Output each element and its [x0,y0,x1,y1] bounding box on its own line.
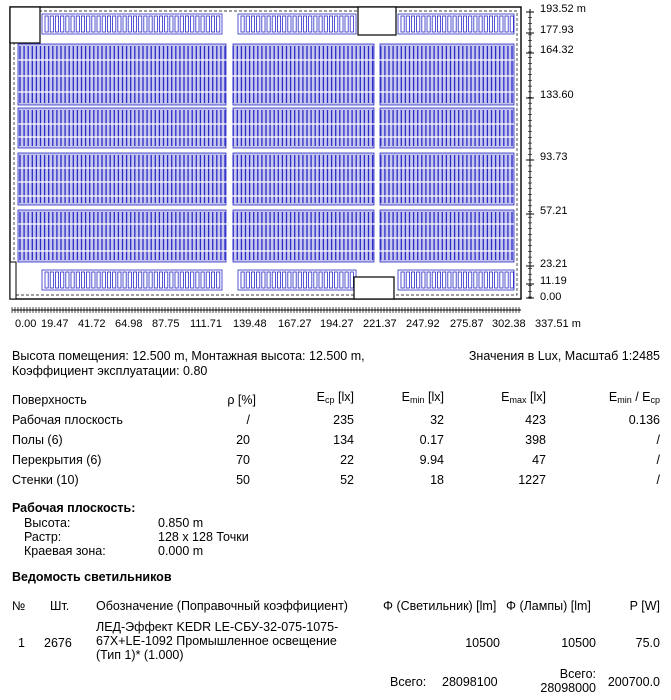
surface-name: Перекрытия (6) [12,453,102,467]
x-tick-label: 221.37 [363,318,397,330]
x-tick-label: 194.27 [320,318,354,330]
workplane-label: Краевая зона: [24,544,106,558]
surface-rho: 50 [236,473,250,487]
y-tick-label: 93.73 [540,151,568,163]
scale-note: Значения в Lux, Масштаб 1:2485 [468,349,660,363]
surface-e-max: 1227 [518,473,546,487]
luminaire-flux-luminaire: 10500 [465,636,500,650]
surface-e-avg: 235 [333,413,354,427]
y-tick-label: 193.52 m [540,3,586,15]
luminaire-designation-line: ЛЕД-Эффект KEDR LE-СБУ-32-075-1075- [96,620,339,634]
workplane-value: 0.000 m [158,544,204,558]
plan-graphics [10,7,534,313]
col-flux-lamp-header: Φ (Лампы) [lm] [506,599,591,613]
luminaire-strip [238,14,356,34]
structural-box [358,7,396,35]
uniformity-header: $E_{min} / E_{ср}$ [608,390,660,405]
x-tick-label: 111.71 [190,318,223,330]
y-tick-label: 11.19 [540,275,567,287]
total-label: Всего: [390,675,427,689]
room-height-line: Высота помещения: 12.500 m, Монтажная высота: 12.500 m, [12,349,365,363]
x-tick-label: 167.27 [278,318,312,330]
workplane-value: 0.850 m [158,516,204,530]
x-tick-label: 139.48 [233,318,267,330]
y-tick-label: 23.21 [540,258,568,270]
x-tick-label: 0.00 [15,318,37,330]
workplane-title: Рабочая плоскость: [12,501,136,515]
luminaire-power: 75.0 [635,636,660,650]
surface-e-avg: 22 [340,453,354,467]
surface-e-min: 0.17 [419,433,444,447]
x-tick-label: 337.51 m [535,318,581,330]
x-tick-label: 87.75 [152,318,180,330]
surface-name: Рабочая плоскость [12,413,123,427]
surface-e-min: 32 [430,413,444,427]
e-min-header: $E_{min}$ [lx] [401,390,444,405]
total-label: Всего: [559,667,596,681]
surface-e-min: 18 [430,473,444,487]
total-flux-luminaire: 28098100 [442,675,498,689]
col-no-header: № [12,599,26,613]
y-tick-label: 164.32 [540,44,574,56]
col-flux-luminaire-header: Φ (Светильник) [lm] [383,599,497,613]
e-max-header: $E_{max}$ [lx] [501,390,546,405]
luminaire-flux-lamp: 10500 [561,636,596,650]
x-tick-label: 41.72 [78,318,106,330]
structural-box [354,277,394,299]
luminaire-designation-line: 67X+LE-1092 Промышленное освещение [96,634,337,648]
luminaire-designation-line: (Тип 1)* (1.000) [96,648,184,662]
y-tick-label: 177.93 [540,24,574,36]
surface-rho: 20 [236,433,250,447]
e-avg-header: $E_{ср}$ [lx] [316,390,354,405]
structural-box [10,262,16,299]
luminaire-title: Ведомость светильников [12,570,172,584]
col-designation-header: Обозначение (Поправочный коэффициент) [96,599,348,613]
surface-rho: 70 [236,453,250,467]
y-tick-label: 133.60 [540,89,574,101]
maintenance-factor-line: Коэффициент эксплуатации: 0.80 [12,364,208,378]
surface-e-max: 423 [525,413,546,427]
luminaire-qty: 2676 [44,636,72,650]
x-tick-label: 64.98 [115,318,143,330]
surface-rho: / [246,413,250,427]
luminaire-strip [238,270,356,290]
workplane-value: 128 x 128 Точки [158,530,249,544]
x-tick-label: 275.87 [450,318,484,330]
surface-ratio: / [656,473,660,487]
rho-header: ρ [%] [227,393,256,407]
surface-e-min: 9.94 [419,453,444,467]
y-tick-label: 57.21 [540,205,568,217]
surface-header: Поверхность [12,393,87,407]
workplane-label: Высота: [24,516,71,530]
x-tick-label: 19.47 [41,318,69,330]
total-flux-lamp: 28098000 [540,681,596,695]
workplane-label: Растр: [24,530,62,544]
x-tick-label: 302.38 [492,318,526,330]
surface-e-max: 47 [532,453,546,467]
luminaire-no: 1 [18,636,25,650]
surface-name: Стенки (10) [12,473,79,487]
x-tick-label: 247.92 [406,318,440,330]
surface-ratio: / [656,433,660,447]
surface-name: Полы (6) [12,433,63,447]
surface-ratio: 0.136 [628,413,660,427]
structural-box [10,7,40,43]
col-qty-header: Шт. [50,599,70,613]
col-power-header: P [W] [629,599,660,613]
total-power: 200700.0 [607,675,660,689]
surface-ratio: / [656,453,660,467]
surface-e-avg: 52 [340,473,354,487]
surface-e-max: 398 [525,433,546,447]
surface-e-avg: 134 [333,433,354,447]
y-tick-label: 0.00 [540,291,562,303]
